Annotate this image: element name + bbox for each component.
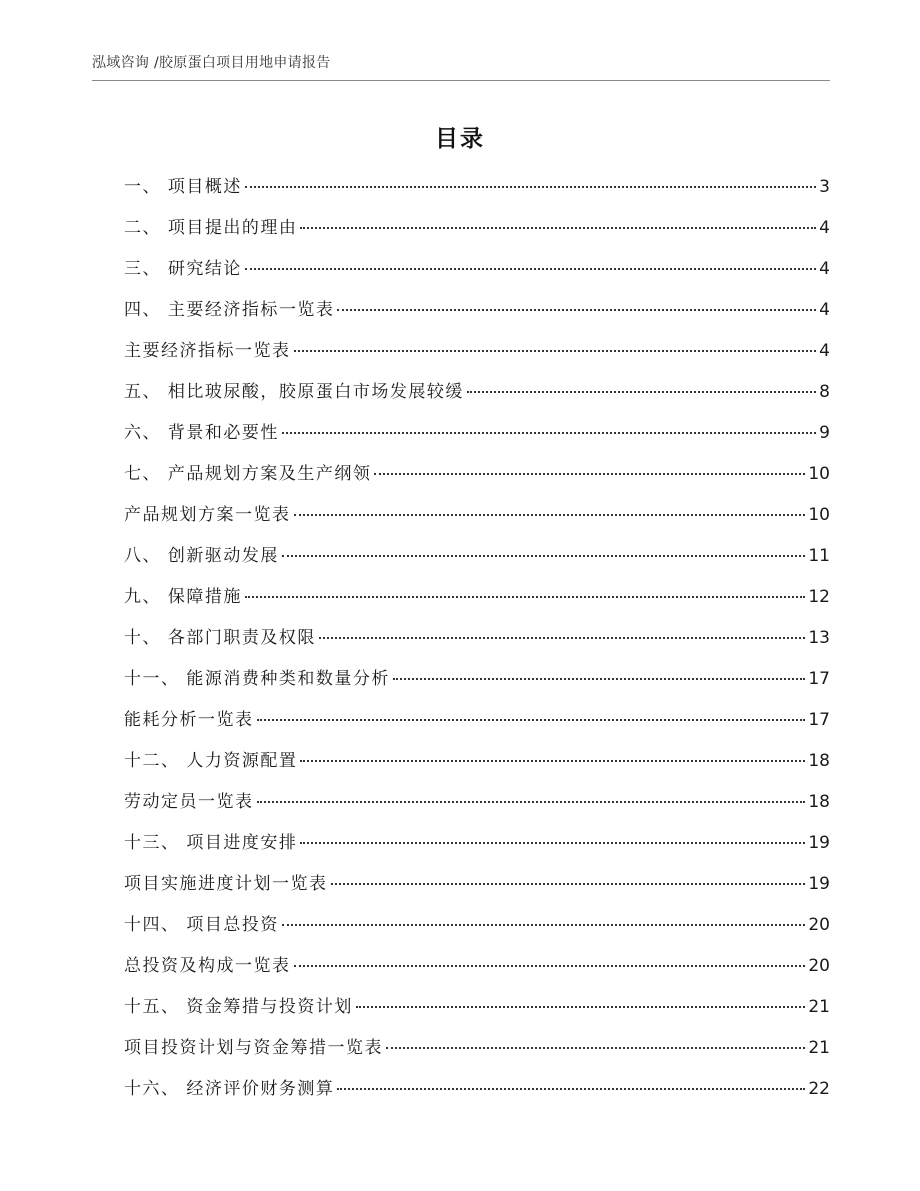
toc-dot-leader xyxy=(294,350,817,352)
toc-entry-label[interactable]: 总投资及构成一览表 xyxy=(124,956,291,976)
toc-entry-label[interactable]: 九、 保障措施 xyxy=(124,587,242,607)
toc-entry-label[interactable]: 四、 主要经济指标一览表 xyxy=(124,300,335,320)
toc-dot-leader xyxy=(393,678,805,680)
toc-entry-label[interactable]: 劳动定员一览表 xyxy=(124,792,254,812)
table-of-contents xyxy=(124,171,830,1114)
toc-entry[interactable] xyxy=(124,212,830,253)
toc-entry-page-number[interactable]: 9 xyxy=(819,423,830,443)
toc-entry[interactable] xyxy=(124,335,830,376)
toc-entry-label[interactable]: 十六、 经济评价财务测算 xyxy=(124,1079,335,1099)
toc-dot-leader xyxy=(374,473,805,475)
toc-dot-leader xyxy=(337,1088,805,1090)
toc-entry-page-number[interactable]: 11 xyxy=(808,546,830,566)
toc-entry-page-number[interactable]: 18 xyxy=(808,751,830,771)
toc-entry-label[interactable]: 主要经济指标一览表 xyxy=(124,341,291,361)
toc-entry-page-number[interactable]: 19 xyxy=(808,874,830,894)
toc-dot-leader xyxy=(245,186,816,188)
toc-dot-leader xyxy=(257,719,806,721)
toc-entry[interactable] xyxy=(124,704,830,745)
toc-dot-leader xyxy=(294,965,806,967)
toc-entry-page-number[interactable]: 18 xyxy=(808,792,830,812)
toc-entry-label[interactable]: 能耗分析一览表 xyxy=(124,710,254,730)
toc-entry-label[interactable]: 十三、 项目进度安排 xyxy=(124,833,298,853)
toc-entry-label[interactable]: 十一、 能源消费种类和数量分析 xyxy=(124,669,390,689)
toc-entry[interactable] xyxy=(124,663,830,704)
toc-entry-label[interactable]: 十五、 资金筹措与投资计划 xyxy=(124,997,353,1017)
toc-entry[interactable] xyxy=(124,253,830,294)
running-header: 泓域咨询 /胶原蛋白项目用地申请报告 xyxy=(92,55,331,71)
toc-entry-page-number[interactable]: 8 xyxy=(819,382,830,402)
toc-entry[interactable] xyxy=(124,622,830,663)
toc-entry[interactable] xyxy=(124,786,830,827)
toc-entry-page-number[interactable]: 17 xyxy=(808,710,830,730)
toc-entry[interactable] xyxy=(124,745,830,786)
toc-entry-page-number[interactable]: 22 xyxy=(808,1079,830,1099)
toc-entry[interactable] xyxy=(124,581,830,622)
toc-entry-label[interactable]: 三、 研究结论 xyxy=(124,259,242,279)
toc-entry-label[interactable]: 八、 创新驱动发展 xyxy=(124,546,279,566)
toc-dot-leader xyxy=(282,432,816,434)
toc-entry[interactable] xyxy=(124,171,830,212)
toc-entry-label[interactable]: 七、 产品规划方案及生产纲领 xyxy=(124,464,372,484)
toc-entry-page-number[interactable]: 4 xyxy=(819,300,830,320)
toc-dot-leader xyxy=(331,883,806,885)
toc-entry-page-number[interactable]: 20 xyxy=(808,956,830,976)
toc-entry-label[interactable]: 十二、 人力资源配置 xyxy=(124,751,298,771)
toc-entry-page-number[interactable]: 4 xyxy=(819,259,830,279)
toc-dot-leader xyxy=(337,309,816,311)
toc-entry-page-number[interactable]: 4 xyxy=(819,218,830,238)
toc-dot-leader xyxy=(245,596,805,598)
toc-entry[interactable] xyxy=(124,458,830,499)
toc-entry-page-number[interactable]: 4 xyxy=(819,341,830,361)
toc-dot-leader xyxy=(300,760,805,762)
toc-dot-leader xyxy=(294,514,806,516)
toc-dot-leader xyxy=(245,268,816,270)
toc-entry[interactable] xyxy=(124,868,830,909)
toc-dot-leader xyxy=(300,842,805,844)
header-divider xyxy=(92,80,830,81)
toc-entry-page-number[interactable]: 10 xyxy=(808,505,830,525)
toc-entry[interactable] xyxy=(124,950,830,991)
toc-entry-label[interactable]: 项目投资计划与资金筹措一览表 xyxy=(124,1038,383,1058)
toc-dot-leader xyxy=(467,391,816,393)
toc-entry-page-number[interactable]: 21 xyxy=(808,1038,830,1058)
toc-entry-label[interactable]: 五、 相比玻尿酸，胶原蛋白市场发展较缓 xyxy=(124,382,464,402)
toc-entry-page-number[interactable]: 3 xyxy=(819,177,830,197)
toc-dot-leader xyxy=(356,1006,805,1008)
toc-entry-page-number[interactable]: 20 xyxy=(808,915,830,935)
toc-entry[interactable] xyxy=(124,1073,830,1114)
toc-dot-leader xyxy=(319,637,805,639)
toc-dot-leader xyxy=(386,1047,805,1049)
toc-entry-label[interactable]: 项目实施进度计划一览表 xyxy=(124,874,328,894)
toc-entry-page-number[interactable]: 10 xyxy=(808,464,830,484)
toc-entry-label[interactable]: 六、 背景和必要性 xyxy=(124,423,279,443)
toc-dot-leader xyxy=(282,924,805,926)
toc-entry[interactable] xyxy=(124,417,830,458)
toc-dot-leader xyxy=(282,555,805,557)
toc-entry-page-number[interactable]: 17 xyxy=(808,669,830,689)
toc-entry-label[interactable]: 十四、 项目总投资 xyxy=(124,915,279,935)
toc-entry-page-number[interactable]: 21 xyxy=(808,997,830,1017)
toc-entry[interactable] xyxy=(124,991,830,1032)
toc-entry-label[interactable]: 十、 各部门职责及权限 xyxy=(124,628,316,648)
toc-title: 目录 xyxy=(435,126,485,152)
toc-entry[interactable] xyxy=(124,499,830,540)
toc-dot-leader xyxy=(257,801,806,803)
toc-entry-page-number[interactable]: 13 xyxy=(808,628,830,648)
toc-entry[interactable] xyxy=(124,909,830,950)
toc-entry[interactable] xyxy=(124,294,830,335)
toc-entry-page-number[interactable]: 12 xyxy=(808,587,830,607)
toc-entry[interactable] xyxy=(124,540,830,581)
toc-entry-label[interactable]: 一、 项目概述 xyxy=(124,177,242,197)
toc-entry[interactable] xyxy=(124,376,830,417)
toc-entry-label[interactable]: 产品规划方案一览表 xyxy=(124,505,291,525)
toc-dot-leader xyxy=(300,227,816,229)
toc-entry-page-number[interactable]: 19 xyxy=(808,833,830,853)
toc-entry-label[interactable]: 二、 项目提出的理由 xyxy=(124,218,298,238)
toc-entry[interactable] xyxy=(124,827,830,868)
toc-entry[interactable] xyxy=(124,1032,830,1073)
